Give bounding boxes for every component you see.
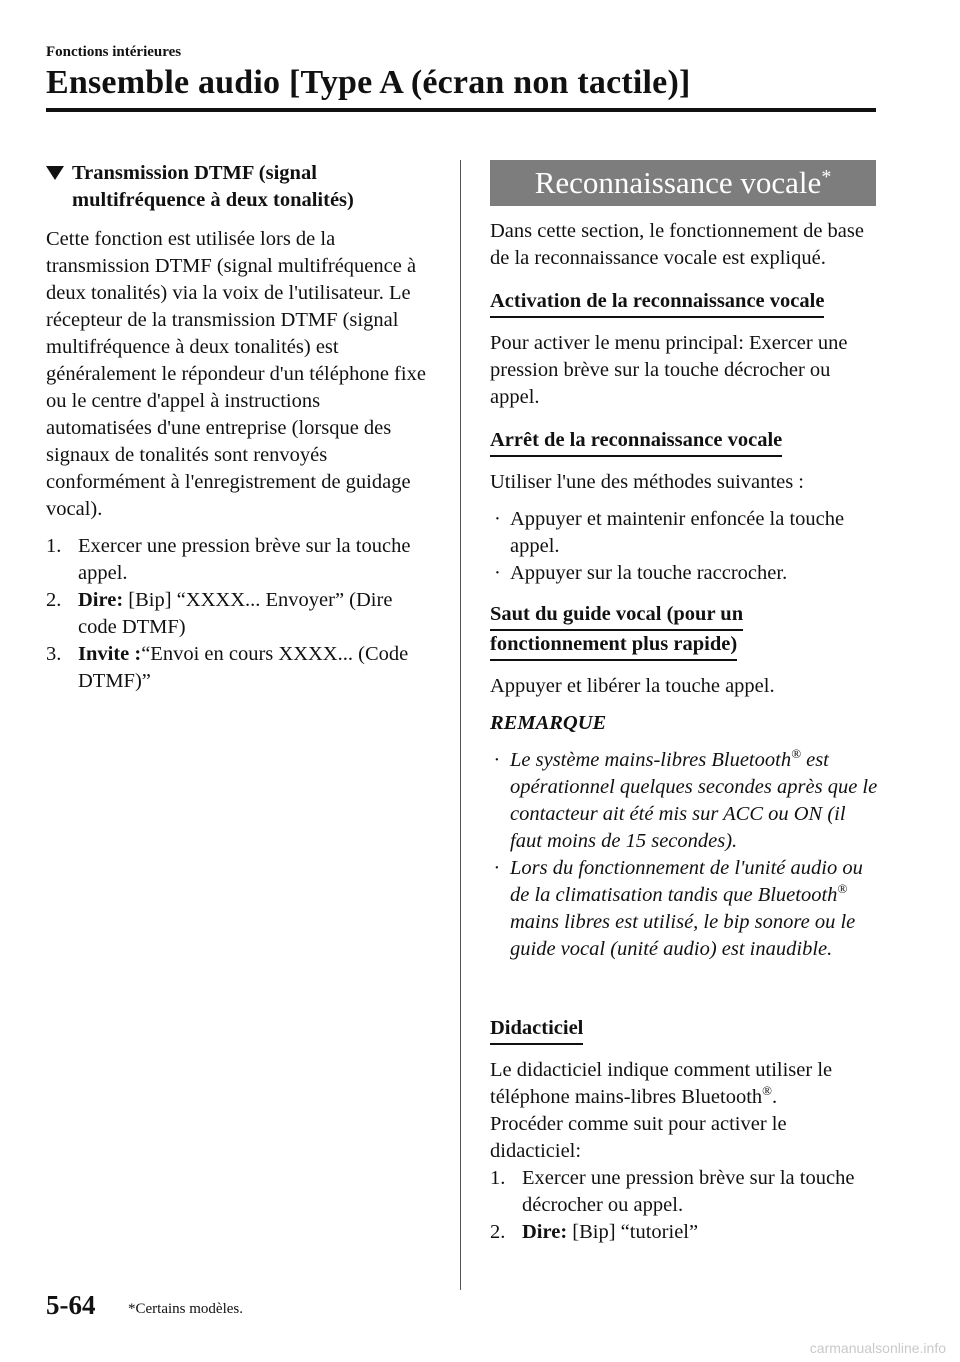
footnote: *Certains modèles. (128, 1301, 243, 1317)
activation-heading: Activation de la reconnaissance vocale (490, 288, 824, 318)
skip-heading-line2: fonctionnement plus rapide) (490, 631, 737, 661)
stop-heading: Arrêt de la reconnaissance vocale (490, 427, 782, 457)
page-title: Ensemble audio [Type A (écran non tactile)] (46, 64, 691, 101)
tutorial-step-2: 2. Dire: [Bip] “tutoriel” (490, 1221, 699, 1243)
bullet-icon: · (494, 857, 500, 879)
skip-heading: Saut du guide vocal (pour un (490, 601, 743, 631)
skip-text: Appuyer et libérer la touche appel. (490, 675, 775, 697)
tutorial-heading: Didacticiel (490, 1015, 583, 1045)
activation-text: Pour activer le menu principal: Exercer une pression brève sur la touche décrocher ou appel. (490, 332, 848, 408)
note-label: REMARQUE (490, 712, 607, 734)
triangle-marker-icon (46, 166, 64, 180)
left-column (46, 160, 426, 695)
asterisk-mark: * (821, 166, 832, 188)
dtmf-step-3: 3. Invite :“Envoi en cours XXXX... (Code DTMF)” (46, 643, 409, 692)
tutorial-text-2: Procéder comme suit pour activer le didacticiel: (490, 1113, 787, 1162)
dtmf-step-1: 1. Exercer une pression brève sur la touche appel. (46, 535, 411, 584)
bullet-icon: · (494, 508, 501, 530)
column-divider (460, 160, 461, 1290)
registered-mark: ® (837, 881, 848, 896)
section-banner: Reconnaissance vocale* (490, 160, 876, 206)
dtmf-step-2: 2. Dire: [Bip] “XXXX... Envoyer” (Dire code DTMF) (46, 589, 393, 638)
right-column (490, 160, 880, 1246)
dtmf-paragraph: Cette fonction est utilisée lors de la transmission DTMF (signal multifréquence à deux tonalités) via la voix de l'utilisateur. Le récepteur de la transmission DTMF (signal multifréquence à deux tonalités) est généralement le répondeur d'un téléphone fixe ou le centre d'appel à instructions automatisées d'une entreprise (lorsque des signaux de tonalités sont renvoyés conformément à l'enregistrement de guidage vocal). (46, 228, 426, 520)
note-bullet-2: · Lors du fonctionnement de l'unité audio ou de la climatisation tandis que Bluetooth® mains libres est utilisé, le bip sonore ou le guide vocal (unité audio) est inaudible. (494, 857, 863, 960)
watermark: carmanualsonline.info (809, 1340, 946, 1356)
stop-bullet-1: · Appuyer et maintenir enfoncée la touche appel. (494, 508, 845, 557)
registered-mark: ® (762, 1083, 773, 1098)
tutorial-text: Le didacticiel indique comment utiliser le téléphone mains-libres Bluetooth®. (490, 1059, 833, 1108)
header-rule (46, 108, 876, 112)
dtmf-heading: Transmission DTMF (signal multifréquence à deux tonalités) (46, 160, 426, 214)
bullet-icon: · (494, 562, 501, 584)
registered-mark: ® (791, 746, 801, 761)
bullet-icon: · (494, 749, 500, 771)
section-label: Fonctions intérieures (46, 44, 182, 60)
note-bullet-1: · Le système mains-libres Bluetooth® est opérationnel quelques secondes après que le contacteur ait été mis sur ACC ou ON (il faut moins de 15 secondes). (494, 746, 878, 852)
stop-bullet-2: · Appuyer sur la touche raccrocher. (490, 560, 880, 587)
page-number: 5-64 (46, 1290, 96, 1320)
stop-text: Utiliser l'une des méthodes suivantes : (490, 471, 804, 493)
intro-paragraph: Dans cette section, le fonctionnement de base de la reconnaissance vocale est expliqué. (490, 220, 864, 269)
tutorial-step-1: 1. Exercer une pression brève sur la touche décrocher ou appel. (490, 1167, 855, 1216)
